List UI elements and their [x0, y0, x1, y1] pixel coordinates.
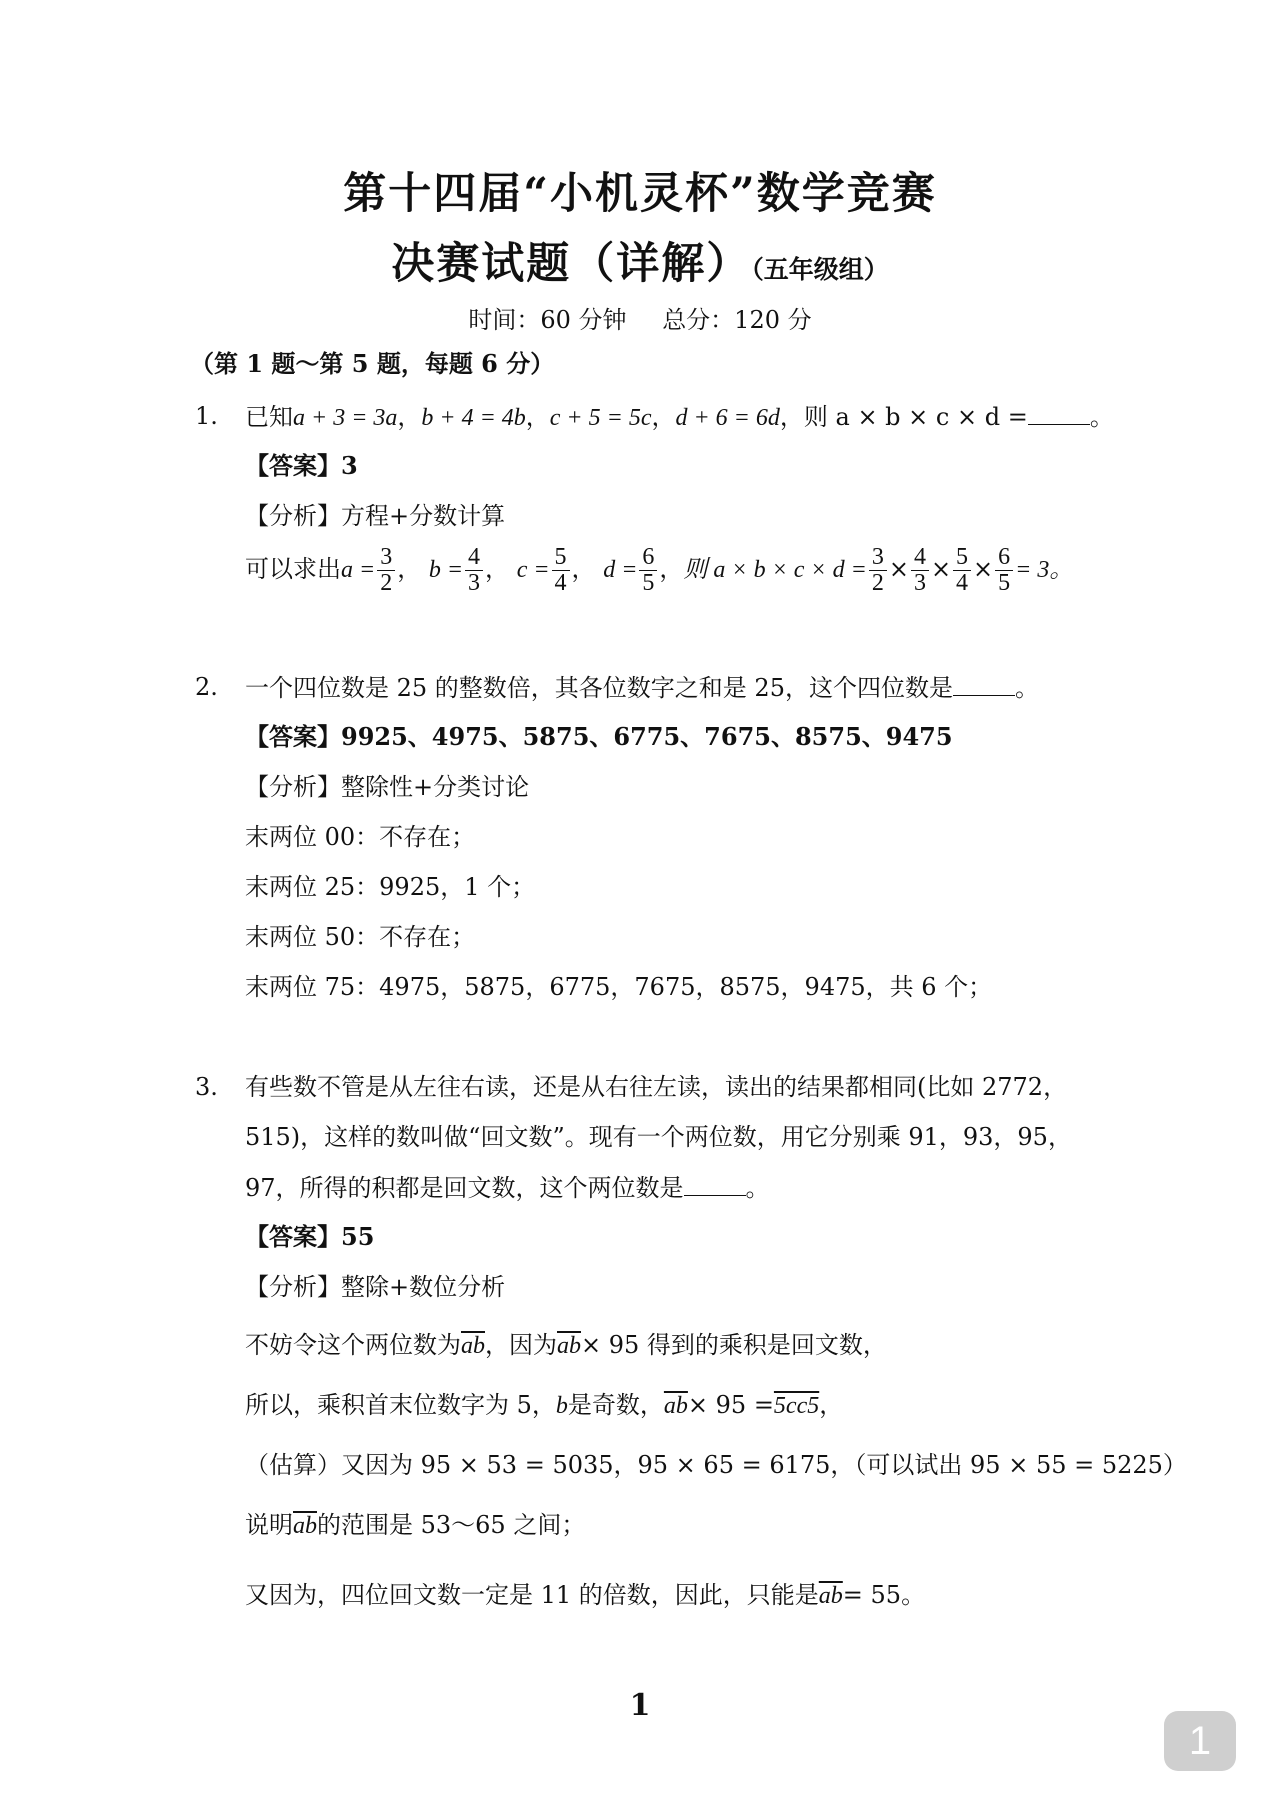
analysis-label: 【分析】整除+数位分析	[245, 1273, 506, 1301]
overline-ab: $\overline{ab}$	[461, 1333, 485, 1359]
question-number: 2.	[195, 673, 218, 701]
equation: b + 4 = 4b	[421, 405, 526, 431]
case-line: 末两位 75：4975，5875，6775，7675，8575，9475，共 6 个；	[245, 973, 993, 1001]
overline-ab: $\overline{ab}$	[663, 1393, 688, 1419]
question-stem	[245, 673, 1039, 703]
solution-text: × 95 得到的乘积是回文数，	[581, 1331, 887, 1359]
case-line: 末两位 00：不存在；	[245, 823, 476, 851]
solution-line	[245, 1331, 887, 1361]
answer-blank	[1028, 402, 1090, 425]
solution-text: 不妨令这个两位数为	[245, 1331, 461, 1359]
equation: c + 5 = 5c	[549, 405, 652, 431]
solution-text: ，	[819, 1391, 844, 1419]
analysis-label: 【分析】方程+分数计算	[245, 502, 506, 530]
fraction	[465, 545, 483, 596]
grade-group-label: （五年级组）	[751, 255, 889, 284]
question-stem: 有些数不管是从左往右读，还是从右往左读，读出的结果都相同(比如 2772，	[245, 1073, 1068, 1101]
stem-end: 。	[1089, 403, 1114, 431]
solution-text: 可以求出	[245, 555, 341, 584]
score-label: 总分：120 分	[662, 306, 812, 334]
result: = 3。	[1015, 557, 1074, 584]
page-title: 第十四届“小机灵杯”数学竞赛	[343, 169, 937, 219]
page-indicator-badge[interactable]: 1	[1164, 1711, 1236, 1771]
numerator: 6	[995, 545, 1013, 571]
overline-ab: $\overline{ab}$	[293, 1513, 317, 1539]
equation: a + 3 = 3a	[293, 405, 398, 431]
variable-d: d =	[603, 557, 638, 584]
question-number: 1.	[195, 402, 218, 430]
denominator: 2	[380, 570, 393, 597]
case-line: 末两位 25：9925，1 个；	[245, 873, 536, 901]
question-stem: 515)，这样的数叫做“回文数”。现有一个两位数，用它分别乘 91，93，95，	[245, 1123, 1072, 1151]
section-label: （第 1 题～第 5 题，每题 6 分）	[190, 349, 555, 378]
solution-line	[245, 1511, 585, 1541]
numerator: 4	[911, 545, 929, 571]
numerator: 6	[639, 545, 657, 571]
solution-line	[245, 1391, 843, 1421]
time-label: 时间：60 分钟	[468, 306, 627, 334]
solution-line: （估算）又因为 95 × 53 = 5035，95 × 65 = 6175，（可以试出 95 × 55 = 5225）	[245, 1451, 1187, 1479]
denominator: 5	[998, 570, 1011, 597]
stem-text: 一个四位数是 25 的整数倍，其各位数字之和是 25，这个四位数是	[245, 674, 953, 702]
solution-text: ，因为	[485, 1331, 557, 1359]
page-number: 1	[629, 1688, 651, 1723]
stem-end: 。	[745, 1174, 770, 1202]
case-line: 末两位 50：不存在；	[245, 923, 476, 951]
exam-meta	[0, 300, 1280, 335]
overline-ab: $\overline{ab}$	[818, 1583, 843, 1609]
variable-b: b =	[428, 557, 464, 584]
solution-text: × 95 =	[687, 1391, 774, 1419]
numerator: 4	[465, 545, 483, 571]
numerator: 5	[953, 545, 971, 571]
equation: d + 6 = 6d	[675, 405, 780, 431]
solution-text: 是奇数，	[567, 1391, 664, 1419]
solution-text: 所以，乘积首末位数字为 5，	[245, 1391, 556, 1419]
denominator: 3	[468, 570, 481, 597]
variable-c: c =	[516, 557, 550, 584]
answer-blank	[953, 673, 1015, 696]
overline-ab: $\overline{ab}$	[557, 1333, 581, 1359]
question-ask: 则 a × b × c × d =	[803, 403, 1028, 431]
numerator: 3	[869, 545, 887, 571]
question-stem: 已知a + 3 = 3a，b + 4 = 4b，c + 5 = 5c，d + 6 = 6d，则 a × b × c × d = 。	[245, 403, 1114, 431]
solution-line: 可以求出a = $\frac{3}{2}$ ， b = $\frac{4}{3}$ ， c = $\frac{5}{4}$ ， d = $\frac{6}{5}$ ，则 a × b × c × d = $\frac{3}{2}$ × $\frac{4}{3}$ × $\frac{5}{4}$ × $\frac{6}{5}$ = 3。	[245, 544, 1074, 597]
numerator: 3	[377, 545, 395, 571]
solution-line	[245, 1581, 925, 1611]
product-expression: 则 a × b × c × d =	[683, 557, 867, 584]
denominator: 4	[554, 570, 567, 597]
overline-5cc5: 5cc5	[773, 1393, 820, 1419]
fraction	[869, 545, 887, 596]
answer-label: 【答案】9925、4975、5875、6775、7675、8575、9475	[245, 722, 953, 751]
fraction	[911, 545, 929, 596]
denominator: 3	[913, 570, 926, 597]
stem-text: 97，所得的积都是回文数，这个两位数是	[245, 1174, 684, 1202]
denominator: 4	[956, 570, 969, 597]
subtitle-text: 决赛试题（详解）	[391, 239, 752, 289]
fraction	[552, 545, 570, 596]
stem-end: 。	[1014, 674, 1039, 702]
numerator: 5	[552, 545, 570, 571]
fraction	[639, 545, 657, 596]
answer-label: 【答案】3	[245, 451, 358, 480]
solution-text: = 55。	[842, 1581, 926, 1609]
answer-label: 【答案】55	[245, 1222, 375, 1251]
denominator: 2	[871, 570, 884, 597]
solution-text: 又因为，四位回文数一定是 11 的倍数，因此，只能是	[245, 1581, 819, 1609]
question-stem	[245, 1173, 770, 1203]
question-number: 3.	[195, 1073, 218, 1101]
fraction	[377, 545, 395, 596]
solution-text: 的范围是 53～65 之间；	[317, 1511, 586, 1539]
analysis-label: 【分析】整除性+分类讨论	[245, 773, 530, 801]
page-subtitle	[0, 230, 1280, 291]
solution-text: 说明	[245, 1511, 293, 1539]
variable-a: a =	[341, 557, 376, 584]
fraction	[953, 545, 971, 596]
fraction	[995, 545, 1013, 596]
stem-text: 已知	[245, 403, 293, 431]
denominator: 5	[642, 570, 655, 597]
answer-blank	[684, 1173, 746, 1196]
variable-b: b	[555, 1393, 568, 1419]
